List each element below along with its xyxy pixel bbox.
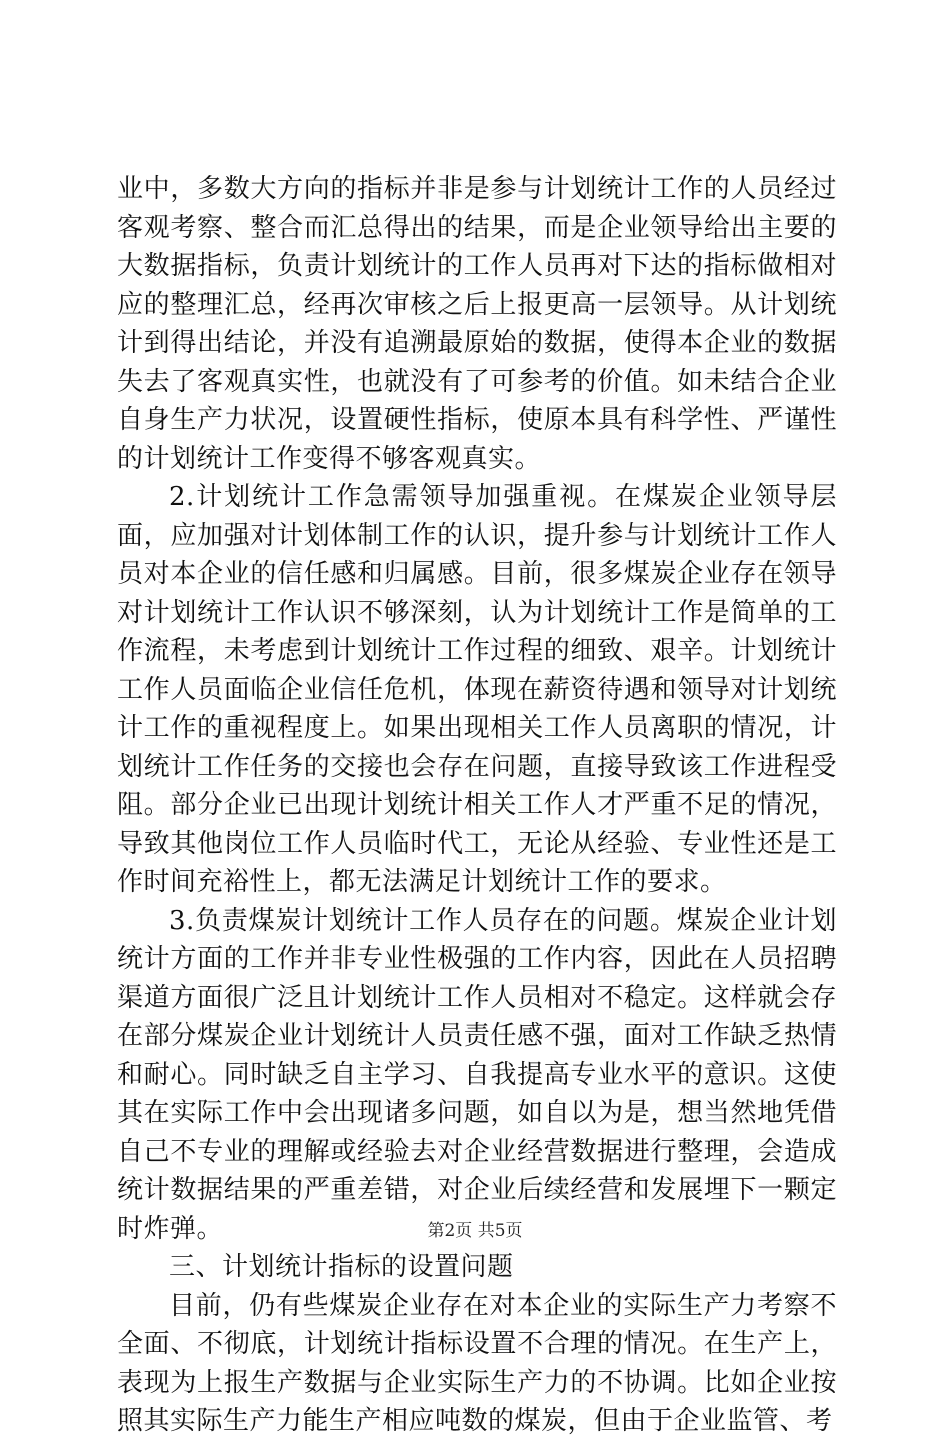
document-body <box>117 170 837 1441</box>
paragraph-leadership-attention: 2.计划统计工作急需领导加强重视。在煤炭企业领导层面，应加强对计划体制工作的认识，提升参与计划统计工作人员对本企业的信任感和归属感。目前，很多煤炭企业存在领导对计划统计工作认识不够深刻，认为计划统计工作是简单的工作流程，未考虑到计划统计工作过程的细致、艰辛。计划统计工作人员面临企业信任危机，体现在薪资待遇和领导对计划统计工作的重视程度上。如果出现相关工作人员离职的情况，计划统计工作任务的交接也会存在问题，直接导致该工作进程受阻。部分企业已出现计划统计相关工作人才严重不足的情况，导致其他岗位工作人员临时代工，无论从经验、专业性还是工作时间充裕性上，都无法满足计划统计工作的要求。 <box>117 482 837 897</box>
paragraph-staff-issues: 3.负责煤炭计划统计工作人员存在的问题。煤炭企业计划统计方面的工作并非专业性极强的工作内容，因此在人员招聘渠道方面很广泛且计划统计工作人员相对不稳定。这样就会存在部分煤炭企业计划统计人员责任感不强，面对工作缺乏热情和耐心。同时缺乏自主学习、自我提高专业水平的意识。这使其在实际工作中会出现诸多问题，如自以为是，想当然地凭借自己不专业的理解或经验去对企业经营数据进行整理，会造成统计数据结果的严重差错，对企业后续经营和发展埋下一颗定时炸弹。 <box>117 905 837 1244</box>
page-number-footer: 第2页 共5页 <box>427 1221 523 1241</box>
section-heading: 三、计划统计指标的设置问题 <box>169 1252 514 1282</box>
paragraph-continuation: 业中，多数大方向的指标并非是参与计划统计工作的人员经过客观考察、整合而汇总得出的结果，而是企业领导给出主要的大数据指标，负责计划统计的工作人员再对下达的指标做相对应的整理汇总，经再次审核之后上报更高一层领导。从计划统计到得出结论，并没有追溯最原始的数据，使得本企业的数据失去了客观真实性，也就没有了可参考的价值。如未结合企业自身生产力状况，设置硬性指标，使原本具有科学性、严谨性的计划统计工作变得不够客观真实。 <box>117 174 837 474</box>
paragraph-indicator-setting: 目前，仍有些煤炭企业存在对本企业的实际生产力考察不全面、不彻底，计划统计指标设置不合理的情况。在生产上，表现为上报生产数据与企业实际生产力的不协调。比如企业按照其实际生产力能生产相应吨数的煤炭，但由于企业监管、考 <box>117 1290 837 1436</box>
